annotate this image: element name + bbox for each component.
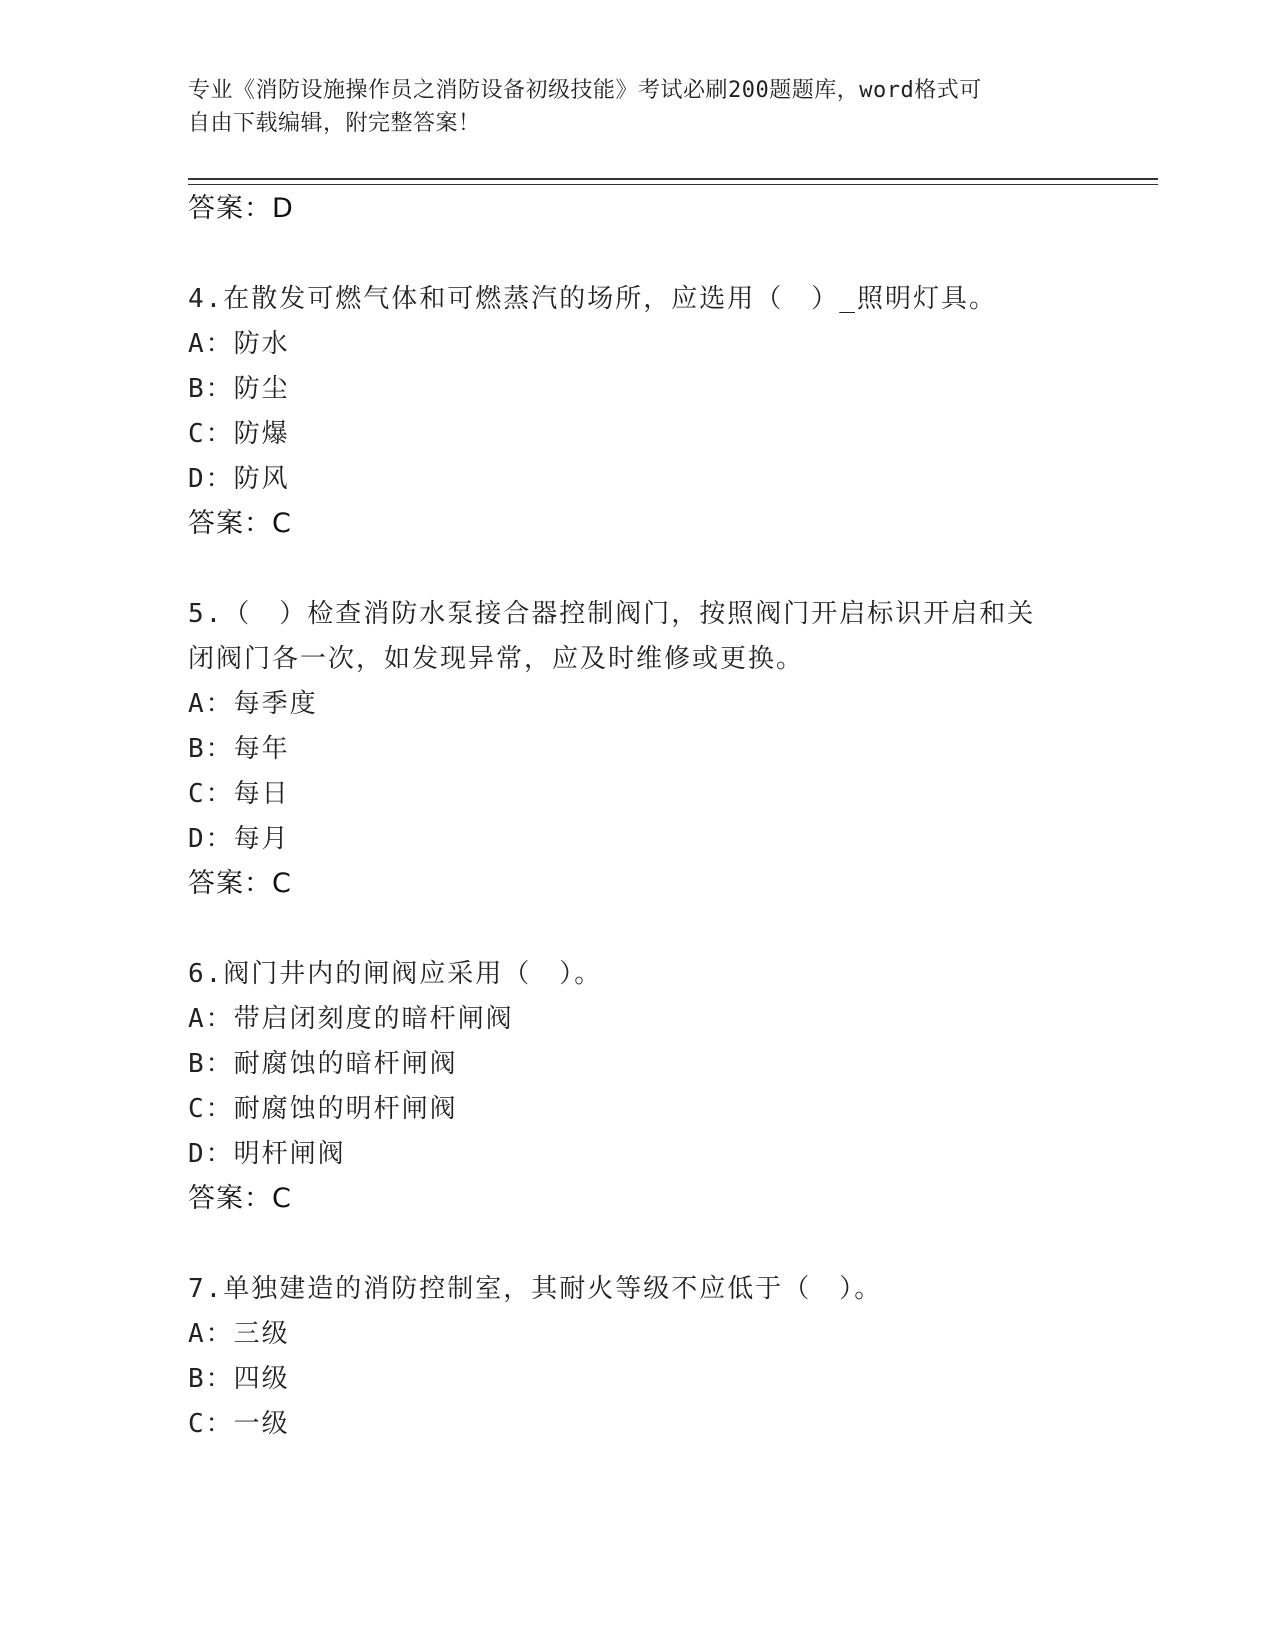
question-5-option-d: D：每月: [188, 824, 290, 854]
question-7-option-b: B：四级: [188, 1364, 290, 1394]
question-4-stem: 4.在散发可燃气体和可燃蒸汽的场所，应选用（ ）_照明灯具。: [188, 284, 997, 314]
header-divider-thick: [188, 178, 1158, 180]
question-7-option-a: A：三级: [188, 1319, 290, 1349]
question-5-option-b: B：每年: [188, 734, 290, 764]
question-6-answer: 答案：C: [188, 1183, 292, 1214]
header-divider-thin: [188, 184, 1158, 185]
header-line-2: 自由下载编辑，附完整答案！: [188, 111, 481, 136]
question-5-stem-line-1: 5.（ ）检查消防水泵接合器控制阀门，按照阀门开启标识开启和关: [188, 599, 1036, 629]
question-4-option-d: D：防风: [188, 464, 290, 494]
question-5-option-c: C：每日: [188, 779, 290, 809]
question-5-stem-line-2: 闭阀门各一次，如发现异常，应及时维修或更换。: [188, 644, 805, 674]
question-6-option-c: C：耐腐蚀的明杆闸阀: [188, 1094, 458, 1124]
question-7-stem: 7.单独建造的消防控制室，其耐火等级不应低于（ ）。: [188, 1274, 883, 1304]
question-7-option-c: C：一级: [188, 1409, 290, 1439]
question-6-option-b: B：耐腐蚀的暗杆闸阀: [188, 1049, 458, 1079]
document-header: [188, 74, 1068, 140]
question-5-answer: 答案：C: [188, 868, 292, 899]
question-4-option-a: A：防水: [188, 329, 290, 359]
question-4-answer: 答案：C: [188, 508, 292, 539]
question-6-option-d: D：明杆闸阀: [188, 1139, 346, 1169]
header-line-1: 专业《消防设施操作员之消防设备初级技能》考试必刷200题题库，word格式可: [188, 78, 982, 103]
question-6-option-a: A：带启闭刻度的暗杆闸阀: [188, 1004, 514, 1034]
question-4-option-c: C：防爆: [188, 419, 290, 449]
question-4-option-b: B：防尘: [188, 374, 290, 404]
question-6-stem: 6.阀门井内的闸阀应采用（ ）。: [188, 959, 603, 989]
question-5-option-a: A：每季度: [188, 689, 318, 719]
answer-previous: 答案：D: [188, 193, 294, 224]
